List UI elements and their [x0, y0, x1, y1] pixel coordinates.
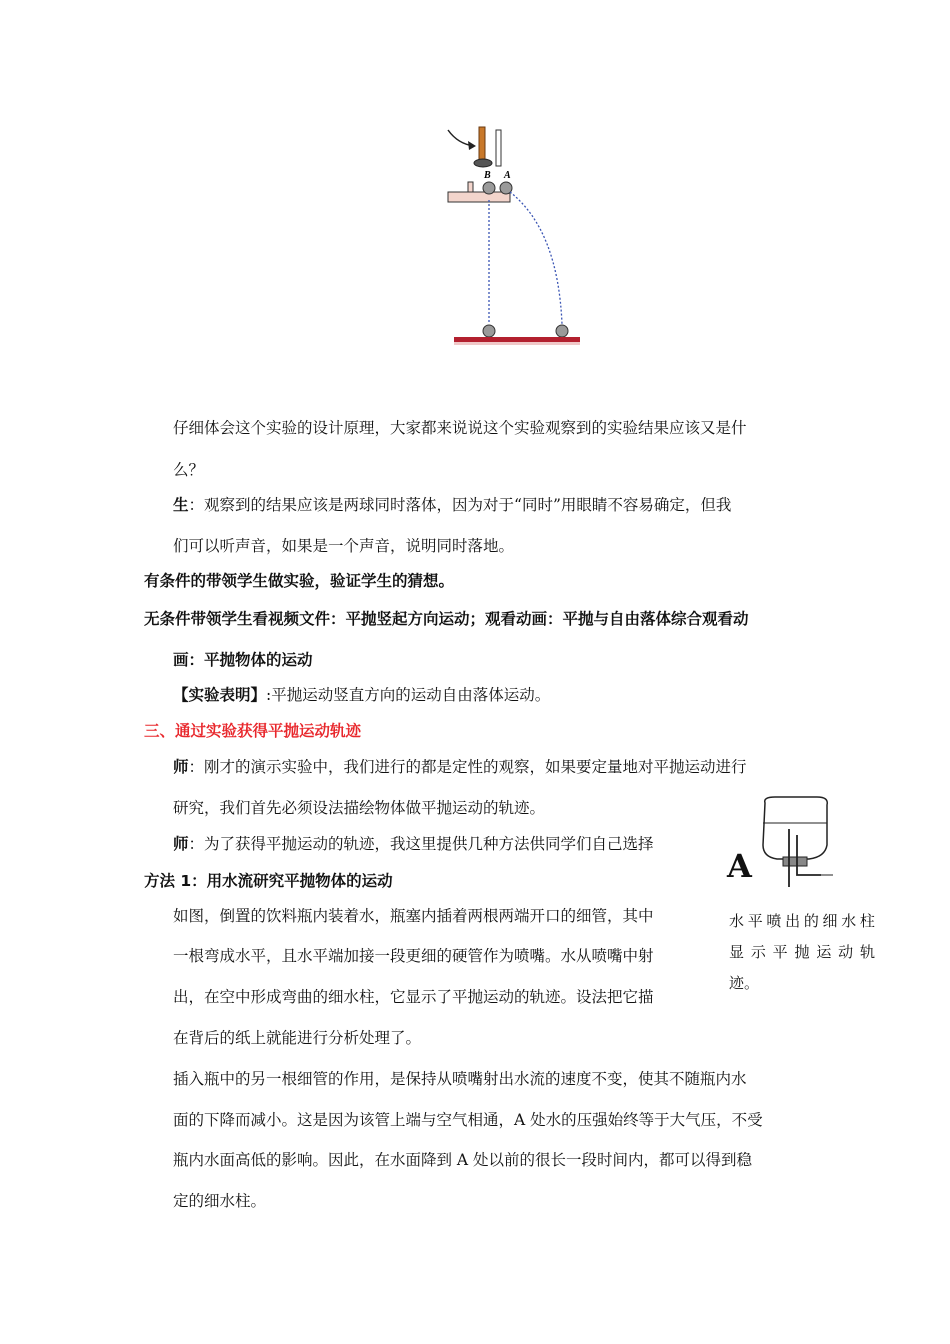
final-line2: 面的下降而减小。这是因为该管上端与空气相通，A 处水的压强始终等于大气压，不受: [173, 1111, 763, 1129]
caption-char: 水: [841, 912, 857, 930]
caption-char: 动: [838, 943, 854, 961]
conclusion-text: :平抛运动竖直方向的运动自由落体运动。: [266, 686, 551, 704]
caption-char: 平: [747, 912, 763, 930]
para1-line1: 仔细体会这个实验的设计原理，大家都来说说这个实验观察到的实验结果应该又是什: [173, 419, 747, 437]
bottle-body: [763, 797, 827, 859]
label-b: B: [484, 170, 491, 181]
teacher1-line1: [173, 756, 747, 778]
label-a: A: [504, 170, 511, 181]
method1-line1: 如图，倒置的饮料瓶内装着水，瓶塞内插着两根两端开口的细管，其中: [173, 907, 654, 925]
hammer-head: [474, 159, 492, 167]
caption-char: 显: [729, 943, 745, 961]
speaker-student: 生: [173, 496, 189, 514]
hammer-handle: [479, 127, 485, 161]
conclusion-label: 【实验表明】: [173, 686, 267, 704]
caption-line3: 迹。: [729, 974, 760, 992]
caption-char: 的: [803, 912, 819, 930]
speaker-teacher-1: 师: [173, 758, 189, 776]
teacher1-line1-text: ：刚才的演示实验中，我们进行的都是定性的观察，如果要定量地对平抛运动进行: [188, 758, 747, 776]
bold-line-2: 无条件带领学生看视频文件：平抛竖起方向运动；观看动画：平抛与自由落体综合观看动: [144, 610, 749, 628]
caption-char: 轨: [859, 943, 875, 961]
speaker-teacher-2: 师: [173, 835, 189, 853]
caption-char: 平: [772, 943, 788, 961]
caption-char: 水: [729, 912, 745, 930]
method1-line2: 一根弯成水平，且水平端加接一段更细的硬管作为喷嘴。水从喷嘴中射: [173, 947, 654, 965]
caption-char: 运: [816, 943, 832, 961]
caption-char: 喷: [766, 912, 782, 930]
teacher1-line2: 研究，我们首先必须设法描绘物体做平抛运动的轨迹。: [173, 799, 546, 817]
caption-line1: [729, 910, 875, 932]
ground-shadow: [454, 342, 580, 345]
para2-line1: [173, 494, 731, 516]
figure-label-a: A: [727, 847, 752, 885]
landed-ball-a: [556, 325, 568, 337]
final-line4: 定的细水柱。: [173, 1192, 267, 1210]
method1-line3: 出，在空中形成弯曲的细水柱，它显示了平抛运动的轨迹。设法把它描: [173, 988, 654, 1006]
conclusion-line: [173, 684, 550, 706]
para2-line1-text: ：观察到的结果应该是两球同时落体，因为对于“同时”用眼睛不容易确定，但我: [188, 496, 732, 514]
bold-line-3: 画：平抛物体的运动: [173, 651, 313, 669]
method1-heading: 方法 1：用水流研究平抛物体的运动: [144, 872, 393, 890]
caption-char: 抛: [794, 943, 810, 961]
stopper: [783, 857, 807, 866]
ball-b: [483, 182, 495, 194]
caption-char: 示: [750, 943, 766, 961]
para2-line2: 们可以听声音，如果是一个声音，说明同时落地。: [173, 537, 515, 555]
ground: [454, 337, 580, 342]
caption-char: 柱: [859, 912, 875, 930]
back-post: [496, 130, 501, 166]
caption-char: 出: [785, 912, 801, 930]
free-fall-apparatus-figure: [440, 120, 590, 350]
bold-line-1: 有条件的带领学生做实验，验证学生的猜想。: [144, 572, 455, 590]
parabolic-path: [510, 192, 562, 324]
teacher2-text: ：为了获得平抛运动的轨迹，我这里提供几种方法供同学们自己选择: [188, 835, 654, 853]
caption-line2: [729, 941, 875, 963]
method1-line4: 在背后的纸上就能进行分析处理了。: [173, 1029, 422, 1047]
caption-char: 细: [822, 912, 838, 930]
final-line1: 插入瓶中的另一根细管的作用，是保持从喷嘴射出水流的速度不变，使其不随瓶内水: [173, 1070, 747, 1088]
arrow-head: [468, 141, 476, 150]
final-line3: 瓶内水面高低的影响。因此，在水面降到 A 处以前的很长一段时间内，都可以得到稳: [173, 1151, 753, 1169]
section3-heading: 三、通过实验获得平抛运动轨迹: [144, 722, 362, 740]
teacher2-line: [173, 833, 654, 855]
para1-line2: 么？: [173, 461, 205, 479]
landed-ball-b: [483, 325, 495, 337]
